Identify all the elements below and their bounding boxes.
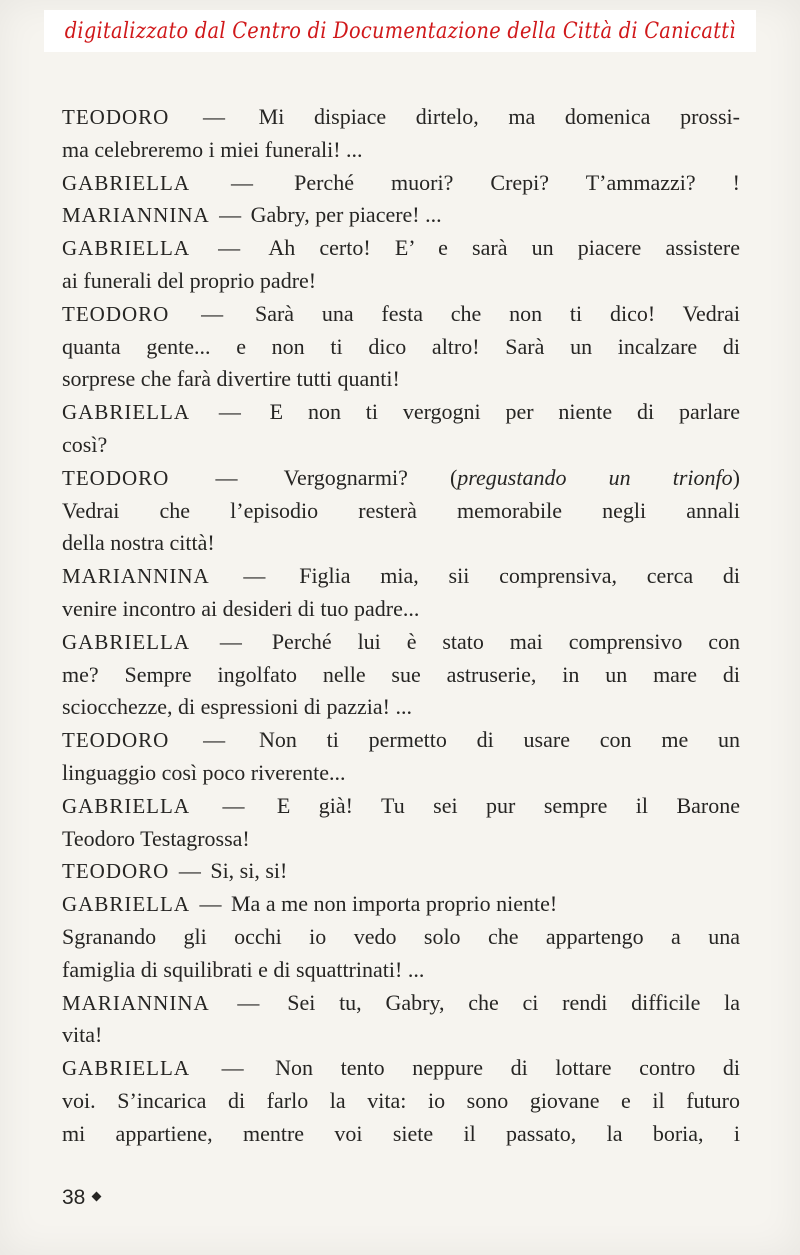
line-text: Sarà una festa che non ti dico! Vedrai	[254, 300, 740, 326]
speaker-name: GABRIELLA	[62, 892, 190, 917]
text-line	[62, 167, 740, 200]
speaker-name: GABRIELLA	[62, 629, 190, 654]
speaker-name: GABRIELLA	[62, 400, 190, 425]
text-line	[62, 298, 740, 331]
speaker-name: GABRIELLA	[62, 170, 190, 195]
line-text: Perché lui è stato mai comprensivo con	[271, 628, 741, 654]
text-line	[62, 265, 740, 298]
text-line	[62, 757, 740, 790]
line-text: —	[194, 628, 268, 654]
line-text: della nostra città!	[62, 530, 215, 556]
line-text: —	[173, 727, 255, 753]
text-line	[62, 691, 740, 724]
line-text: voi. S’incarica di farlo la vita: io sono giovane e il futuro	[62, 1087, 740, 1113]
text-line	[62, 888, 740, 921]
line-text: E non ti vergogni per niente di parlare	[269, 399, 741, 425]
text-line	[62, 560, 740, 593]
line-text: Perché muori? Crepi? T’ammazzi? !	[294, 169, 740, 195]
text-line	[62, 363, 740, 396]
text-line	[62, 593, 740, 626]
text-line	[62, 462, 740, 495]
text-line	[62, 724, 740, 757]
line-text: Si, si, si!	[210, 858, 288, 884]
line-text: Mi dispiace dirtelo, ma domenica prossi-	[258, 104, 740, 129]
line-text: —	[173, 858, 207, 884]
line-text: Gabry, per piacere! ...	[250, 202, 442, 228]
line-text: —	[194, 399, 266, 425]
line-text: Figlia mia, sii comprensiva, cerca di	[299, 563, 741, 589]
line-text: Teodoro Testagrossa!	[62, 825, 250, 851]
line-text: —	[213, 563, 296, 589]
line-text: sciocchezze, di espressioni di pazzia! ...	[62, 694, 413, 720]
speaker-name: GABRIELLA	[62, 793, 190, 818]
text-line	[62, 331, 740, 364]
line-text: Vedrai che l’episodio resterà memorabile negli annali	[62, 497, 740, 523]
speaker-name: TEODORO	[62, 859, 170, 884]
text-line	[62, 790, 740, 823]
watermark-text: digitalizzato dal Centro di Documentazione della Città di Canicattì	[64, 18, 736, 44]
line-text: ai funerali del proprio padre!	[62, 267, 317, 293]
line-text: vita!	[62, 1022, 103, 1048]
speaker-name: GABRIELLA	[62, 1056, 190, 1081]
text-line	[62, 495, 740, 528]
text-line	[62, 134, 740, 167]
line-text: E già! Tu sei pur sempre il Barone	[276, 792, 740, 818]
speaker-name: MARIANNINA	[62, 564, 210, 589]
text-line	[62, 659, 740, 692]
line-text: Non tento neppure di lottare contro di	[275, 1055, 741, 1081]
speaker-name: MARIANNINA	[62, 203, 210, 228]
text-line	[62, 1052, 740, 1085]
text-line	[62, 626, 740, 659]
text-line	[62, 1019, 740, 1052]
line-text: Non ti permetto di usare con me un	[258, 727, 741, 753]
text-line	[62, 954, 740, 987]
line-text: linguaggio così poco riverente...	[62, 759, 346, 785]
speaker-name: TEODORO	[62, 301, 170, 326]
line-text: Vergognarmi? (	[283, 464, 458, 490]
line-text: —	[213, 202, 247, 228]
line-text: così?	[62, 431, 108, 457]
page-number: 38	[62, 1186, 86, 1209]
line-text: venire incontro ai desideri di tuo padre...	[62, 595, 420, 621]
line-text: —	[173, 464, 280, 490]
text-line	[62, 1085, 740, 1118]
text-line	[62, 823, 740, 856]
stage-direction: pregustando un trionfo	[457, 464, 733, 490]
line-text: ma celebreremo i miei funerali! ...	[62, 136, 363, 162]
watermark-banner	[44, 10, 756, 52]
play-text	[62, 101, 740, 1151]
speaker-name: GABRIELLA	[62, 236, 190, 261]
line-text: —	[194, 169, 291, 195]
line-text: Sei tu, Gabry, che ci rendi difficile la	[287, 989, 741, 1015]
line-text: —	[173, 300, 251, 326]
text-line	[62, 987, 740, 1020]
line-text: famiglia di squilibrati e di squattrinati! ...	[62, 956, 425, 982]
speaker-name: TEODORO	[62, 105, 170, 129]
line-text: me? Sempre ingolfato nelle sue astruserie, in un mare di	[62, 661, 740, 687]
line-text: Ma a me non importa proprio niente!	[231, 891, 558, 917]
line-text: Sgranando gli occhi io vedo solo che appartengo a una	[62, 923, 740, 949]
text-line	[62, 396, 740, 429]
text-line	[62, 1118, 740, 1151]
line-text: Ah certo! E’ e sarà un piacere assistere	[268, 235, 740, 261]
page-footer	[62, 1186, 100, 1210]
line-text: —	[173, 104, 255, 129]
text-line	[62, 429, 740, 462]
line-text: —	[194, 1055, 272, 1081]
line-text: )	[732, 464, 740, 490]
line-text: sorprese che farà divertire tutti quanti!	[62, 366, 400, 392]
speaker-name: MARIANNINA	[62, 990, 210, 1015]
speaker-name: TEODORO	[62, 465, 170, 490]
line-text: —	[194, 891, 227, 917]
line-text: —	[194, 792, 273, 818]
diamond-ornament-icon	[92, 1192, 102, 1202]
text-line	[62, 855, 740, 888]
text-line	[62, 527, 740, 560]
text-line	[62, 232, 740, 265]
speaker-name: TEODORO	[62, 728, 170, 753]
text-line	[62, 921, 740, 954]
line-text: mi appartiene, mentre voi siete il passato, la boria, i	[62, 1120, 740, 1146]
line-text: —	[213, 989, 284, 1015]
line-text: quanta gente... e non ti dico altro! Sarà un incalzare di	[62, 333, 740, 359]
text-line	[62, 101, 740, 134]
text-line	[62, 199, 740, 232]
line-text: —	[194, 235, 265, 261]
